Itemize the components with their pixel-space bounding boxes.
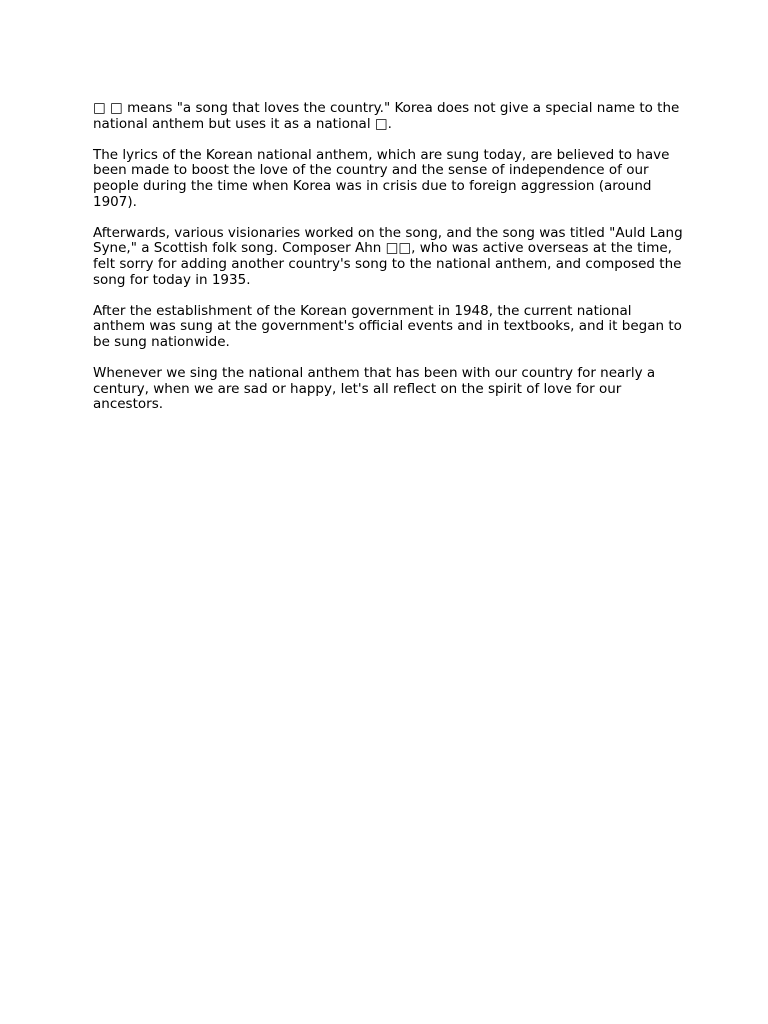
paragraph-lyrics-origin: The lyrics of the Korean national anthem, which are sung today, are believed to have been made to boost the love of the country and the sense of independence of our people during the time when Korea was in crisis due to foreign aggression (around 1907).	[93, 146, 670, 210]
paragraph-reflection: Whenever we sing the national anthem that has been with our country for nearly a century, when we are sad or happy, let's all reflect on the spirit of love for our ancestors.	[93, 365, 656, 413]
paragraph-aegukga-meaning	[93, 101, 685, 132]
paragraph-government: After the establishment of the Korean government in 1948, the current national anthem was sung at the government's official events and in textbooks, and it began to be sung nationwide.	[93, 302, 682, 350]
document-page	[93, 101, 685, 428]
paragraph-intro-term: □ □	[93, 100, 123, 116]
paragraph-composer: Afterwards, various visionaries worked on the song, and the song was titled "Auld Lang Syne," a Scottish folk song. Composer Ahn □□, who was active overseas at the time, felt sorry for adding another country's song to the national anthem, and composed the song for today in 1935.	[93, 224, 683, 288]
paragraph-text: means "a song that loves the country." Korea does not give a special name to the national anthem but uses it as a national □.	[93, 100, 680, 132]
